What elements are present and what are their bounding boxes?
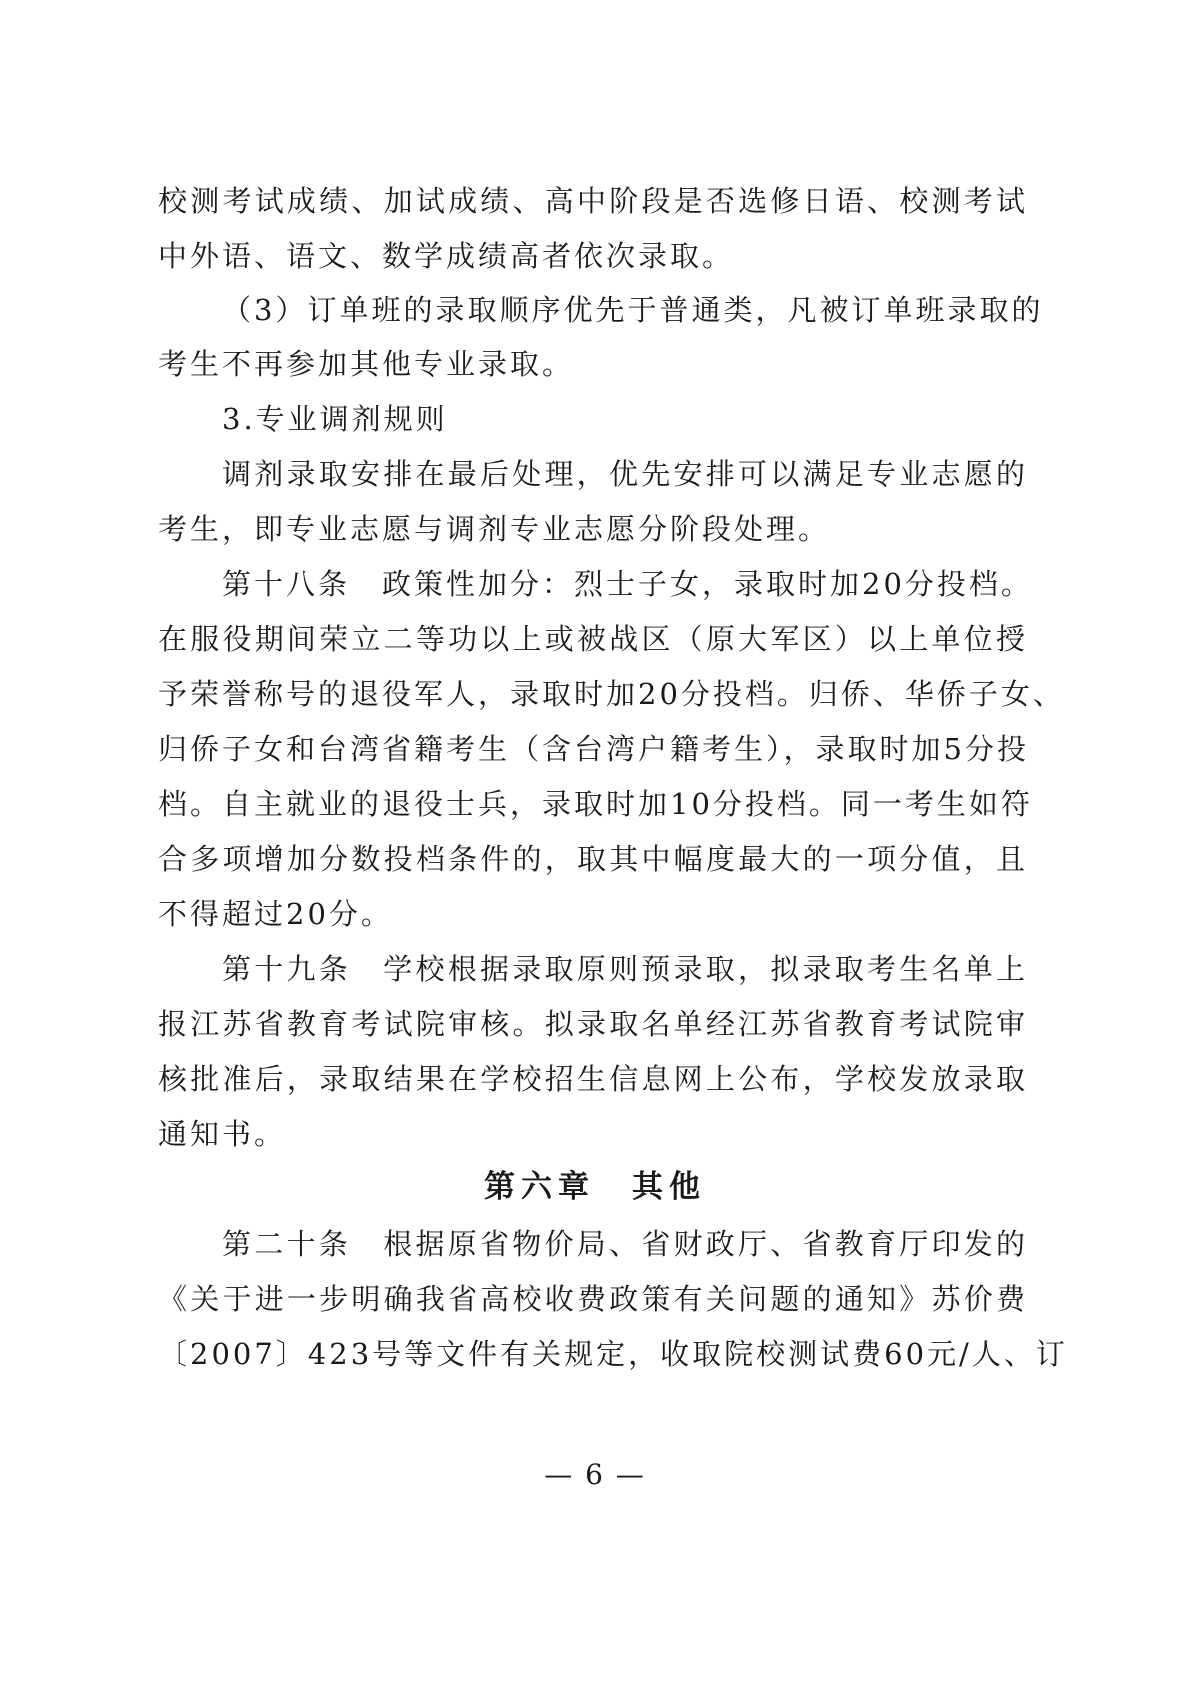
article-18-line: 第十八条 政策性加分：烈士子女，录取时加20分投档。 bbox=[222, 567, 1033, 601]
body-line: （3）订单班的录取顺序优先于普通类，凡被订单班录取的 bbox=[222, 293, 1044, 327]
body-line: 中外语、语文、数学成绩高者依次录取。 bbox=[158, 239, 735, 273]
body-line: 校测考试成绩、加试成绩、高中阶段是否选修日语、校测考试 bbox=[158, 184, 1028, 218]
body-line: 在服役期间荣立二等功以上或被战区（原大军区）以上单位授 bbox=[158, 622, 1028, 656]
body-line: 《关于进一步明确我省高校收费政策有关问题的通知》苏价费 bbox=[158, 1282, 1028, 1316]
body-line: 核批准后，录取结果在学校招生信息网上公布，学校发放录取 bbox=[158, 1062, 1028, 1096]
body-line: 予荣誉称号的退役军人，录取时加20分投档。归侨、华侨子女、 bbox=[158, 677, 1065, 711]
body-line: 调剂录取安排在最后处理，优先安排可以满足专业志愿的 bbox=[222, 457, 1028, 491]
page-number: — 6 — bbox=[544, 1458, 646, 1491]
body-line: 不得超过20分。 bbox=[158, 897, 393, 931]
article-19-line: 第十九条 学校根据录取原则预录取，拟录取考生名单上 bbox=[222, 952, 1028, 986]
body-line: 通知书。 bbox=[158, 1117, 287, 1151]
article-20-line: 第二十条 根据原省物价局、省财政厅、省教育厅印发的 bbox=[222, 1227, 1028, 1261]
body-line: 〔2007〕423号等文件有关规定，收取院校测试费60元/人、订 bbox=[158, 1337, 1068, 1371]
body-line: 档。自主就业的退役士兵，录取时加10分投档。同一考生如符 bbox=[158, 787, 1033, 821]
body-line: 归侨子女和台湾省籍考生（含台湾户籍考生），录取时加5分投 bbox=[158, 732, 1029, 766]
body-line: 考生，即专业志愿与调剂专业志愿分阶段处理。 bbox=[158, 512, 831, 546]
body-line: 报江苏省教育考试院审核。拟录取名单经江苏省教育考试院审 bbox=[158, 1007, 1028, 1041]
body-line: 合多项增加分数投档条件的，取其中幅度最大的一项分值，且 bbox=[158, 842, 1028, 876]
body-line: 考生不再参加其他专业录取。 bbox=[158, 347, 575, 381]
chapter-heading: 第六章 其他 bbox=[484, 1169, 706, 1205]
subheading: 3.专业调剂规则 bbox=[222, 402, 448, 436]
